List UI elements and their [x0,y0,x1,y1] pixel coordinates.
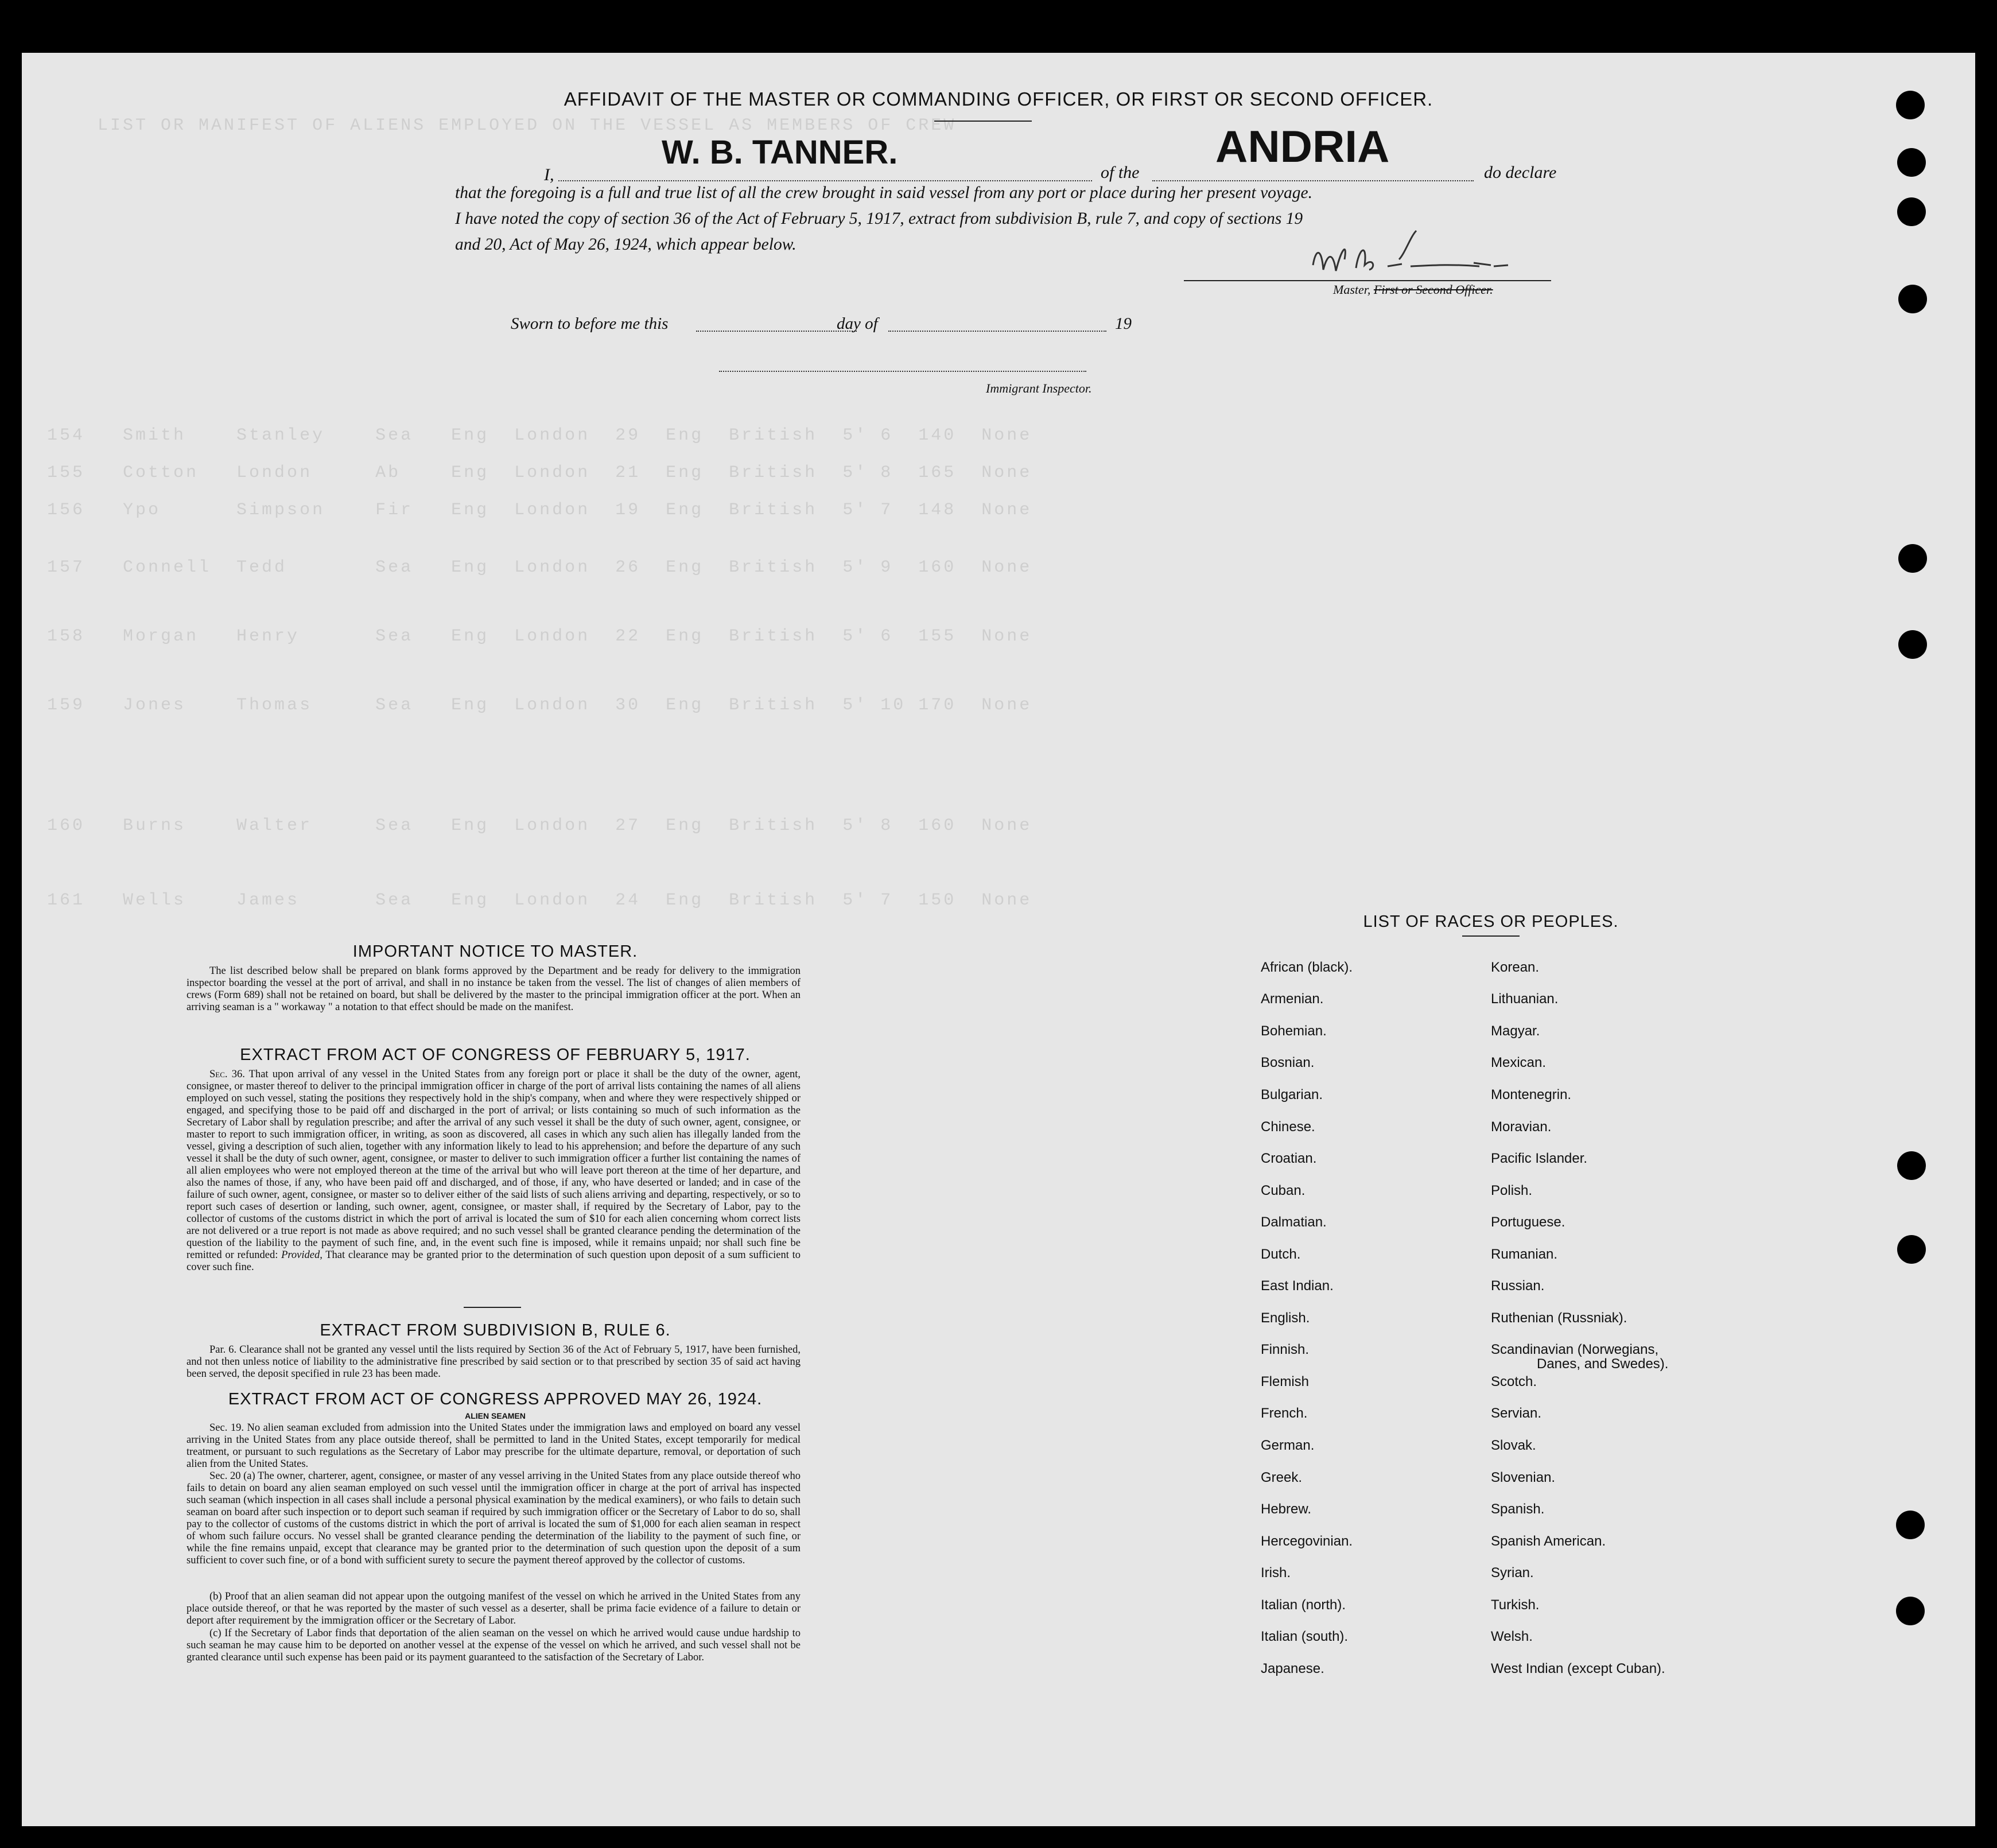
binder-hole [1897,197,1926,226]
race-right-continued: Danes, and Swedes). [1537,1356,1669,1372]
race-left: Dutch. [1261,1247,1301,1262]
vessel-line [1152,180,1474,181]
race-left: Flemish [1261,1374,1310,1389]
sworn-label: Sworn to before me this [511,315,669,333]
extract-1917-body [187,1069,801,1274]
sec-20a-body: Sec. 20 (a) The owner, charterer, agent, consignee, or master of any vessel arriving in the United States from any place outside thereof who fails to detain on board any alien seaman employed on such vessel until the immigration officer in charge at the port of arrival has inspected such seaman (which inspection in all cases shall include a personal physical examination by the medical examiners), or who fails to detain such seaman on board after such inspection or to deport such seaman if required by such immigration officer or the Secretary of Labor to do so, shall pay to the collector of customs of the customs district in which the port of arrival is located the sum of $1,000 for each alien seaman in respect of whom such failure occurs. No vessel shall be granted clearance pending the determination of the liability to the payment of such fine, or while the fine remains unpaid, except that clearance may be granted prior to the determination of such question upon the deposit of a sum sufficient to cover such fine, or of a bond with sufficient surety to secure the payment thereof approved by the collector of customs. [187,1470,801,1566]
bleed-through: 154 Smith Stanley Sea Eng London 29 Eng British 5' 6 140 None [22,426,1032,445]
race-left: Cuban. [1261,1183,1306,1198]
sec-36-text: That upon arrival of any vessel in the United States from any foreign port or place it shall be the duty of the owner, agent, consignee, or master thereof to deliver to the principal immigration officer in charge of the port of arrival lists containing the names of all aliens employed on such vessel, stating the positions they respectively hold in the ship's company, when and where they were respectively shipped or engaged, and specifying those to be paid off and discharged in the port of arrival; or lists containing so much of such information as the Secretary of Labor shall by regulation prescribe; and after the arrival of any such vessel it shall be the duty of such owner, agent, consignee, or master to report to such immigration officer, in writing, as soon as discovered, all cases in which any such alien has illegally landed from the vessel, giving a description of such alien, together with any information likely to lead to his apprehension; and before the departure of any such vessel it shall be the duty of such owner, agent, consignee, or master to deliver to such immigration officer a further list containing the names of all alien employees who were not employed thereon at the time of the arrival but who will leave port thereon at the time of her departure, and also the names of those, if any, who have been paid off and discharged, and of those, if any, who have deserted or landed; and in case of the failure of such owner, agent, consignee, or master so to deliver either of the said lists of such aliens arriving and departing, respectively, or so to report such cases of desertion or landing, such owner, agent, consignee, or master shall, if required by the Secretary of Labor, pay to the collector of customs of the customs district in which the port of arrival is located the sum of $10 for each alien concerning whom correct lists are not delivered or a true report is not made as above required; and no such vessel shall be granted clearance pending the determination of the question of the liability to the payment of such fine, and, in the event such fine is imposed, while it remains unpaid; nor shall such fine be remitted or refunded: [187,1069,801,1261]
race-right: Portuguese. [1491,1214,1565,1230]
sec-20c-body: (c) If the Secretary of Labor finds that deportation of the alien seaman on the vessel on which he arrived would cause undue hardship to such seaman he may cause him to be deported on another vessel at the expense of the vessel on which he arrived, and such vessel shall not be granted clearance until such expense has been paid or its payment guaranteed to the satisfaction of the Secretary of Labor. [187,1628,801,1663]
race-right: Scotch. [1491,1374,1537,1389]
bleed-through: 157 Connell Tedd Sea Eng London 26 Eng British 5' 9 160 None [22,558,1032,577]
document-page [22,53,1975,1826]
inspector-label: Immigrant Inspector. [986,381,1092,395]
race-right: West Indian (except Cuban). [1491,1661,1665,1676]
race-right: Turkish. [1491,1597,1540,1613]
race-left: East Indian. [1261,1278,1334,1294]
affidavit-title: AFFIDAVIT OF THE MASTER OR COMMANDING OFFICER, OR FIRST OR SECOND OFFICER. [564,88,1433,110]
bleed-through: LIST OR MANIFEST OF ALIENS EMPLOYED ON THE VESSEL AS MEMBERS OF CREW [22,116,957,135]
master-name: W. B. TANNER. [662,134,898,171]
master-label: Master, [1333,282,1371,297]
day-of-label: day of [837,315,878,333]
race-left: Chinese. [1261,1119,1315,1135]
race-right: Magyar. [1491,1023,1540,1039]
subdivision-b-heading: EXTRACT FROM SUBDIVISION B, RULE 6. [320,1321,671,1340]
race-right: Mexican. [1491,1055,1547,1070]
i-label: I, [544,165,554,184]
race-right: Welsh. [1491,1629,1533,1644]
race-right: Montenegrin. [1491,1087,1572,1102]
race-left: Italian (south). [1261,1629,1349,1644]
bleed-through: 160 Burns Walter Sea Eng London 27 Eng British 5' 8 160 None [22,816,1032,836]
alien-seamen-subheading: ALIEN SEAMEN [465,1411,526,1420]
race-right: Russian. [1491,1278,1545,1294]
binder-hole [1897,1235,1926,1264]
race-right: Slovenian. [1491,1470,1556,1485]
sec-20b-body: (b) Proof that an alien seaman did not appear upon the outgoing manifest of the vessel on which he arrived in the United States from any place outside thereof, or that he was reported by the master of such vessel as a deserter, shall be prima facie evidence of a failure to detain or deport after requirement by the immigration officer or the Secretary of Labor. [187,1591,801,1626]
do-declare-label: do declare [1484,163,1557,182]
binder-hole [1898,544,1927,573]
race-left: Italian (north). [1261,1597,1346,1613]
race-left: Croatian. [1261,1151,1317,1166]
race-left: German. [1261,1438,1315,1453]
affidavit-line-2: that the foregoing is a full and true list of all the crew brought in said vessel from any port or place during her present voyage. [455,184,1312,202]
signature-title [1333,282,1493,297]
section-divider [464,1307,521,1308]
race-right: Scandinavian (Norwegians, [1491,1342,1659,1357]
race-left: Hercegovinian. [1261,1533,1353,1549]
race-right: Ruthenian (Russniak). [1491,1310,1627,1326]
extract-1924-heading: EXTRACT FROM ACT OF CONGRESS APPROVED MAY 26, 1924. [228,1390,763,1408]
race-left: French. [1261,1406,1308,1421]
race-right: Servian. [1491,1406,1542,1421]
name-line [558,180,1092,181]
bleed-through: 158 Morgan Henry Sea Eng London 22 Eng British 5' 6 155 None [22,627,1032,646]
binder-hole [1898,285,1927,313]
bleed-through: 159 Jones Thomas Sea Eng London 30 Eng British 5' 10 170 None [22,696,1032,715]
sec-36-tail: That clearance may be granted prior to the determination of such question upon deposit of a sum sufficient to cover such fine. [187,1249,801,1273]
year-prefix: 19 [1115,315,1132,333]
notice-heading: IMPORTANT NOTICE TO MASTER. [352,942,638,961]
affidavit-line-3: I have noted the copy of section 36 of the Act of February 5, 1917, extract from subdivision B, rule 7, and copy of sections 19 [455,209,1303,228]
race-right: Lithuanian. [1491,991,1559,1007]
race-left: Hebrew. [1261,1501,1312,1517]
race-right: Rumanian. [1491,1247,1558,1262]
inspector-line [719,371,1086,372]
signature-line [1184,280,1551,281]
vessel-name: ANDRIA [1215,121,1390,172]
bleed-through: 156 Ypo Simpson Fir Eng London 19 Eng British 5' 7 148 None [22,500,1032,520]
extract-1917-heading: EXTRACT FROM ACT OF CONGRESS OF FEBRUARY 5, 1917. [240,1046,751,1064]
sec-36-label: Sec. 36. [209,1069,245,1080]
race-right: Slovak. [1491,1438,1536,1453]
race-left: Bosnian. [1261,1055,1315,1070]
notice-body: The list described below shall be prepared on blank forms approved by the Department and be ready for delivery to the immigration inspector boarding the vessel at the port of arrival, and shall in no instance be taken from the vessel. The list of changes of alien members of crews (Form 689) shall not be retained on board, but shall be delivered by the master to the principal immigration officer at the port. When an arriving seaman is a " workaway " a notation to that effect should be made on the manifest. [187,965,801,1013]
sworn-month-line [888,331,1106,332]
race-left: Bohemian. [1261,1023,1327,1039]
binder-hole [1897,1151,1926,1180]
race-right: Pacific Islander. [1491,1151,1588,1166]
bleed-through: 161 Wells James Sea Eng London 24 Eng British 5' 7 150 None [22,891,1032,910]
struck-officer-label: First or Second Officer. [1373,282,1493,297]
binder-hole [1896,1511,1925,1539]
sworn-day-line [696,331,857,332]
affidavit-line-4: and 20, Act of May 26, 1924, which appear below. [455,235,797,254]
race-right: Spanish. [1491,1501,1545,1517]
race-left: Bulgarian. [1261,1087,1323,1102]
race-left: Dalmatian. [1261,1214,1327,1230]
race-right: Polish. [1491,1183,1533,1198]
races-underline [1462,935,1520,937]
sec-19-body: Sec. 19. No alien seaman excluded from admission into the United States under the immigration laws and employed on board any vessel arriving in the United States from any place outside thereof, shall be permitted to land in the United States, except temporarily for medical treatment, or pursuant to such regulations as the Secretary of Labor may prescribe for the ultimate departure, removal, or deportation of such alien from the United States. [187,1422,801,1470]
of-the-label: of the [1101,163,1140,182]
race-left: Japanese. [1261,1661,1324,1676]
race-right: Moravian. [1491,1119,1552,1135]
race-left: English. [1261,1310,1310,1326]
race-left: Finnish. [1261,1342,1310,1357]
binder-hole [1896,1597,1925,1625]
bleed-through: 155 Cotton London Ab Eng London 21 Eng British 5' 8 165 None [22,463,1032,483]
title-underline [934,121,1032,122]
race-right: Spanish American. [1491,1533,1606,1549]
race-left: Armenian. [1261,991,1324,1007]
race-left: African (black). [1261,960,1353,975]
race-right: Syrian. [1491,1565,1534,1581]
race-right: Korean. [1491,960,1540,975]
binder-hole [1897,148,1926,177]
provided-label: Provided, [281,1249,323,1261]
races-heading: LIST OF RACES OR PEOPLES. [1363,913,1619,931]
subdivision-b-body: Par. 6. Clearance shall not be granted any vessel until the lists required by Section 36 of the Act of February 5, 1917, have been furnished, and not then unless notice of liability to the administrative fine prescribed by said section or to that prescribed by section 35 of said act having been served, the deposit specified in rule 23 has been made. [187,1344,801,1380]
binder-hole [1898,630,1927,659]
race-left: Irish. [1261,1565,1291,1581]
race-left: Greek. [1261,1470,1303,1485]
